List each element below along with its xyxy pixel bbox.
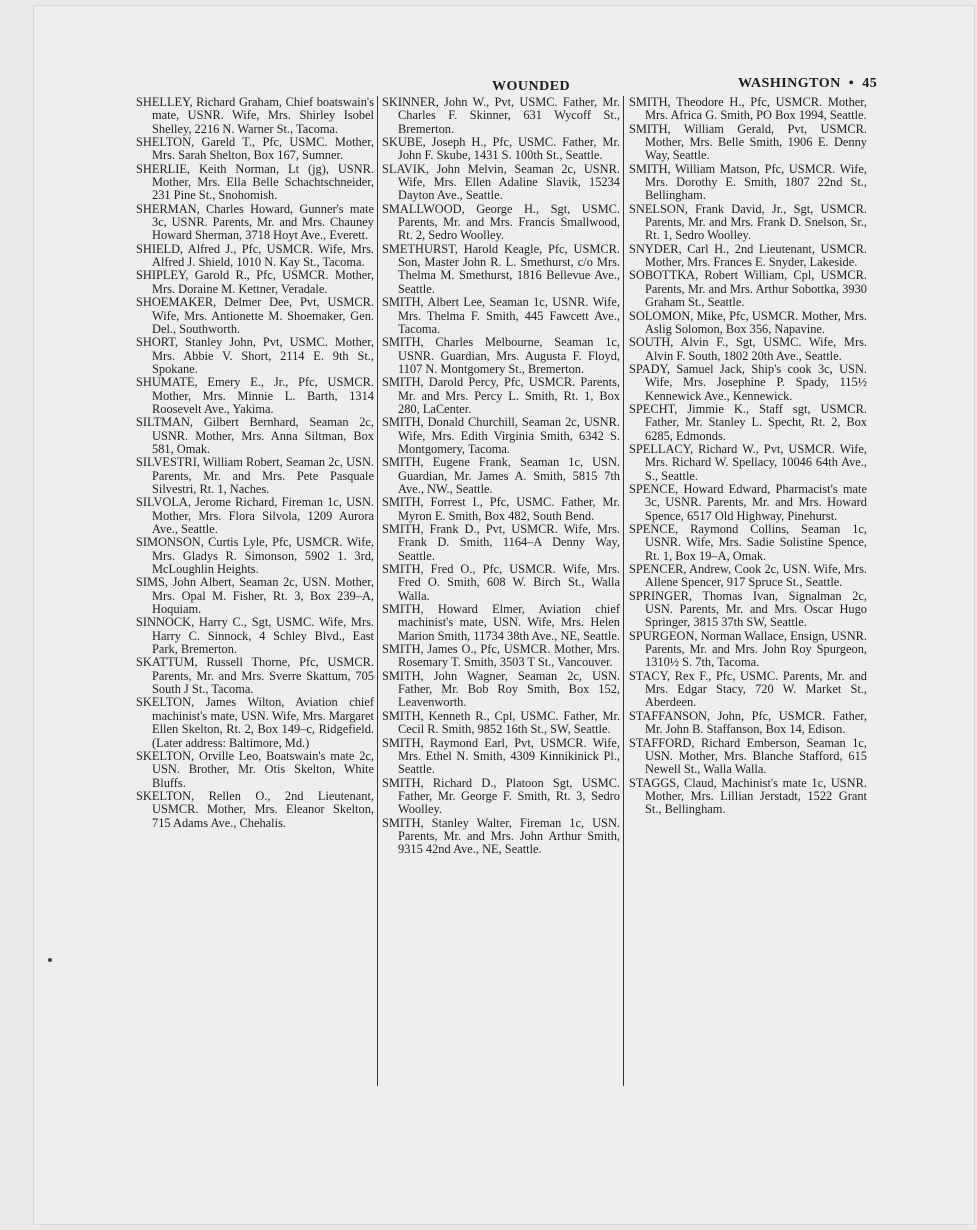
- casualty-entry: SKATTUM, Russell Thorne, Pfc, USMCR. Parents, Mr. and Mrs. Sverre Skattum, 705 South J St., Tacoma.: [136, 655, 374, 697]
- casualty-entry: SHERMAN, Charles Howard, Gunner's mate 3c, USNR. Parents, Mr. and Mrs. Chauney Howard Sherman, 3718 Hoyt Ave., Everett.: [136, 201, 374, 243]
- column-rule-left: [377, 96, 378, 1086]
- casualty-entry: SHUMATE, Emery E., Jr., Pfc, USMCR. Mother, Mrs. Minnie L. Barth, 1314 Roosevelt Ave., Yakima.: [136, 375, 374, 416]
- page-number: 45: [862, 76, 878, 91]
- casualty-entry: SKELTON, Orville Leo, Boatswain's mate 2c, USN. Brother, Mr. Otis Skelton, White Bluffs.: [136, 748, 374, 790]
- casualty-entry: SMETHURST, Harold Keagle, Pfc, USMCR. Son, Master John R. L. Smethurst, c/o Mrs. Thelma M. Smethurst, 1816 Bellevue Ave., Seattle.: [382, 241, 620, 296]
- casualty-entry: SPRINGER, Thomas Ivan, Signalman 2c, USN. Parents, Mr. and Mrs. Oscar Hugo Springer, 3815 37th SW, Seattle.: [629, 588, 867, 630]
- casualty-entry: SHOEMAKER, Delmer Dee, Pvt, USMCR. Wife, Mrs. Antionette M. Shoemaker, Gen. Del., Southworth.: [136, 295, 374, 336]
- column-2: [382, 96, 620, 857]
- casualty-entry: STAGGS, Claud, Machinist's mate 1c, USNR. Mother, Mrs. Lillian Jerstadt, 1522 Grant St., Bellingham.: [629, 775, 867, 817]
- casualty-entry: SHELLEY, Richard Graham, Chief boatswain's mate, USNR. Wife, Mrs. Shirley Isobel Shelley, 2216 N. Warner St., Tacoma.: [136, 95, 374, 136]
- casualty-entry: SPELLACY, Richard W., Pvt, USMCR. Wife, Mrs. Richard W. Spellacy, 10046 64th Ave., S., Seattle.: [629, 441, 867, 483]
- casualty-entry: SOLOMON, Mike, Pfc, USMCR. Mother, Mrs. Aslig Solomon, Box 356, Napavine.: [629, 308, 867, 336]
- casualty-entry: SKUBE, Joseph H., Pfc, USMC. Father, Mr. John F. Skube, 1431 S. 100th St., Seattle.: [382, 135, 620, 163]
- casualty-entry: SMITH, Forrest I., Pfc, USMC. Father, Mr. Myron E. Smith, Box 482, South Bend.: [382, 495, 620, 523]
- casualty-entry: STAFFANSON, John, Pfc, USMCR. Father, Mr. John B. Staffanson, Box 14, Edison.: [629, 708, 867, 737]
- header-separator: •: [848, 76, 855, 91]
- column-3: [629, 96, 867, 817]
- casualty-entry: SMITH, Stanley Walter, Fireman 1c, USN. Parents, Mr. and Mrs. John Arthur Smith, 9315 42nd Ave., NE, Seattle.: [382, 815, 620, 857]
- casualty-entry: SMITH, Richard D., Platoon Sgt, USMC. Father, Mr. George F. Smith, Rt. 3, Sedro Woolley.: [382, 775, 620, 817]
- casualty-entry: SNELSON, Frank David, Jr., Sgt, USMCR. Parents, Mr. and Mrs. Frank D. Snelson, Sr., Rt. 1, Sedro Woolley.: [629, 201, 867, 243]
- casualty-entry: SKELTON, James Wilton, Aviation chief machinist's mate, USN. Wife, Mrs. Margaret Ellen Skelton, Rt. 2, Box 149–c, Ridgefield. (Later address: Baltimore, Md.): [136, 695, 374, 750]
- casualty-entry: SKINNER, John W., Pvt, USMC. Father, Mr. Charles F. Skinner, 631 Wycoff St., Bremerton.: [382, 95, 620, 136]
- column-rule-right: [623, 96, 624, 1086]
- casualty-entry: SMITH, Kenneth R., Cpl, USMC. Father, Mr. Cecil R. Smith, 9852 16th St., SW, Seattle.: [382, 708, 620, 737]
- casualty-entry: SMALLWOOD, George H., Sgt, USMC. Parents, Mr. and Mrs. Francis Smallwood, Rt. 2, Sedro Woolley.: [382, 201, 620, 243]
- casualty-entry: SILVOLA, Jerome Richard, Fireman 1c, USN. Mother, Mrs. Flora Silvola, 1209 Aurora Ave., Seattle.: [136, 495, 374, 536]
- casualty-entry: SHELTON, Gareld T., Pfc, USMC. Mother, Mrs. Sarah Shelton, Box 167, Sumner.: [136, 135, 374, 163]
- casualty-entry: SMITH, Frank D., Pvt, USMCR. Wife, Mrs. Frank D. Smith, 1164–A Denny Way, Seattle.: [382, 522, 620, 563]
- casualty-entry: SMITH, William Matson, Pfc, USMCR. Wife, Mrs. Dorothy E. Smith, 1807 22nd St., Bellingham.: [629, 161, 867, 203]
- casualty-entry: SPENCE, Raymond Collins, Seaman 1c, USNR. Wife, Mrs. Sadie Solistine Spence, Rt. 1, Box 19–A, Omak.: [629, 522, 867, 563]
- casualty-entry: SMITH, Raymond Earl, Pvt, USMCR. Wife, Mrs. Ethel N. Smith, 4309 Kinnikinick Pl., Seattle.: [382, 735, 620, 777]
- casualty-entry: SPECHT, Jimmie K., Staff sgt, USMCR. Father, Mr. Stanley L. Specht, Rt. 2, Box 6285, Edmonds.: [629, 401, 867, 443]
- casualty-entry: SMITH, Donald Churchill, Seaman 2c, USNR. Wife, Mrs. Edith Virginia Smith, 6342 S. Montgomery, Tacoma.: [382, 415, 620, 456]
- casualty-entry: SIMS, John Albert, Seaman 2c, USN. Mother, Mrs. Opal M. Fisher, Rt. 3, Box 239–A, Hoquiam.: [136, 575, 374, 617]
- casualty-entry: SMITH, James O., Pfc, USMCR. Mother, Mrs. Rosemary T. Smith, 3503 T St., Vancouver.: [382, 642, 620, 670]
- casualty-entry: SINNOCK, Harry C., Sgt, USMC. Wife, Mrs. Harry C. Sinnock, 4 Schley Blvd., East Park, Bremerton.: [136, 615, 374, 657]
- casualty-entry: SMITH, William Gerald, Pvt, USMCR. Mother, Mrs. Belle Smith, 1906 E. Denny Way, Seattle.: [629, 121, 867, 163]
- casualty-entry: STAFFORD, Richard Emberson, Seaman 1c, USN. Mother, Mrs. Blanche Stafford, 615 Newell St., Walla Walla.: [629, 735, 867, 777]
- casualty-entry: SMITH, Eugene Frank, Seaman 1c, USN. Guardian, Mr. James A. Smith, 5815 7th Ave., NW., Seattle.: [382, 455, 620, 496]
- state-heading: WASHINGTON: [738, 76, 841, 91]
- casualty-entry: SMITH, John Wagner, Seaman 2c, USN. Father, Mr. Bob Roy Smith, Box 152, Leavenworth.: [382, 668, 620, 710]
- casualty-entry: SMITH, Darold Percy, Pfc, USMCR. Parents, Mr. and Mrs. Percy L. Smith, Rt. 1, Box 280, LaCenter.: [382, 375, 620, 416]
- casualty-entry: SHORT, Stanley John, Pvt, USMC. Mother, Mrs. Abbie V. Short, 2114 E. 9th St., Spokane.: [136, 335, 374, 376]
- casualty-entry: SILVESTRI, William Robert, Seaman 2c, USN. Parents, Mr. and Mrs. Pete Pasquale Silvestri, Rt. 1, Naches.: [136, 455, 375, 496]
- margin-mark: [48, 958, 52, 962]
- casualty-entry: SMITH, Fred O., Pfc, USMCR. Wife, Mrs. Fred O. Smith, 608 W. Birch St., Walla Walla.: [382, 562, 620, 603]
- casualty-entry: SOUTH, Alvin F., Sgt, USMC. Wife, Mrs. Alvin F. South, 1802 20th Ave., Seattle.: [629, 335, 867, 363]
- casualty-entry: SILTMAN, Gilbert Bernhard, Seaman 2c, USNR. Mother, Mrs. Anna Siltman, Box 581, Omak.: [136, 415, 374, 456]
- casualty-entry: SHIELD, Alfred J., Pfc, USMCR. Wife, Mrs. Alfred J. Shield, 1010 N. Kay St., Tacoma.: [136, 241, 374, 270]
- column-1: [136, 96, 374, 830]
- casualty-entry: SLAVIK, John Melvin, Seaman 2c, USNR. Wife, Mrs. Ellen Adaline Slavik, 15234 Dayton Ave., Seattle.: [382, 161, 620, 203]
- casualty-entry: SHIPLEY, Garold R., Pfc, USMCR. Mother, Mrs. Doraine M. Kettner, Veradale.: [136, 268, 374, 296]
- casualty-entry: SOBOTTKA, Robert William, Cpl, USMCR. Parents, Mr. and Mrs. Arthur Sobottka, 3930 Graham St., Seattle.: [629, 268, 867, 310]
- casualty-entry: SPADY, Samuel Jack, Ship's cook 3c, USN. Wife, Mrs. Josephine P. Spady, 115½ Kennewick Ave., Kennewick.: [629, 361, 867, 403]
- casualty-entry: SNYDER, Carl H., 2nd Lieutenant, USMCR. Mother, Mrs. Frances E. Snyder, Lakeside.: [629, 241, 867, 270]
- casualty-entry: SPURGEON, Norman Wallace, Ensign, USNR. Parents, Mr. and Mrs. John Roy Spurgeon, 1310½ S. 7th, Tacoma.: [629, 628, 867, 670]
- casualty-entry: SHERLIE, Keith Norman, Lt (jg), USNR. Mother, Mrs. Ella Belle Schachtschneider, 231 Pine St., Snohomish.: [136, 161, 374, 203]
- casualty-entry: SPENCE, Howard Edward, Pharmacist's mate 3c, USNR. Parents, Mr. and Mrs. Howard Spence, 6517 Old Highway, Pinehurst.: [629, 481, 867, 523]
- casualty-entry: SMITH, Charles Melbourne, Seaman 1c, USNR. Guardian, Mrs. Augusta F. Floyd, 1107 N. Montgomery St., Bremerton.: [382, 335, 620, 376]
- casualty-entry: SKELTON, Rellen O., 2nd Lieutenant, USMCR. Mother, Mrs. Eleanor Skelton, 715 Adams Ave., Chehalis.: [136, 788, 374, 830]
- casualty-entry: SMITH, Howard Elmer, Aviation chief machinist's mate, USN. Wife, Mrs. Helen Marion Smith, 11734 38th Ave., NE, Seattle.: [382, 602, 620, 643]
- casualty-entry: SMITH, Theodore H., Pfc, USMCR. Mother, Mrs. Africa G. Smith, PO Box 1994, Seattle.: [629, 95, 867, 123]
- section-heading: WOUNDED: [492, 79, 571, 94]
- casualty-entry: SPENCER, Andrew, Cook 2c, USN. Wife, Mrs. Allene Spencer, 917 Spruce St., Seattle.: [629, 562, 867, 590]
- running-header: [738, 76, 877, 92]
- casualty-entry: SIMONSON, Curtis Lyle, Pfc, USMCR. Wife, Mrs. Gladys R. Simonson, 5902 1. 3rd, McLoughlin Heights.: [136, 535, 374, 577]
- casualty-entry: STACY, Rex F., Pfc, USMC. Parents, Mr. and Mrs. Edgar Stacy, 720 W. Market St., Aberdeen.: [629, 668, 867, 710]
- casualty-entry: SMITH, Albert Lee, Seaman 1c, USNR. Wife, Mrs. Thelma F. Smith, 445 Fawcett Ave., Tacoma.: [382, 295, 620, 336]
